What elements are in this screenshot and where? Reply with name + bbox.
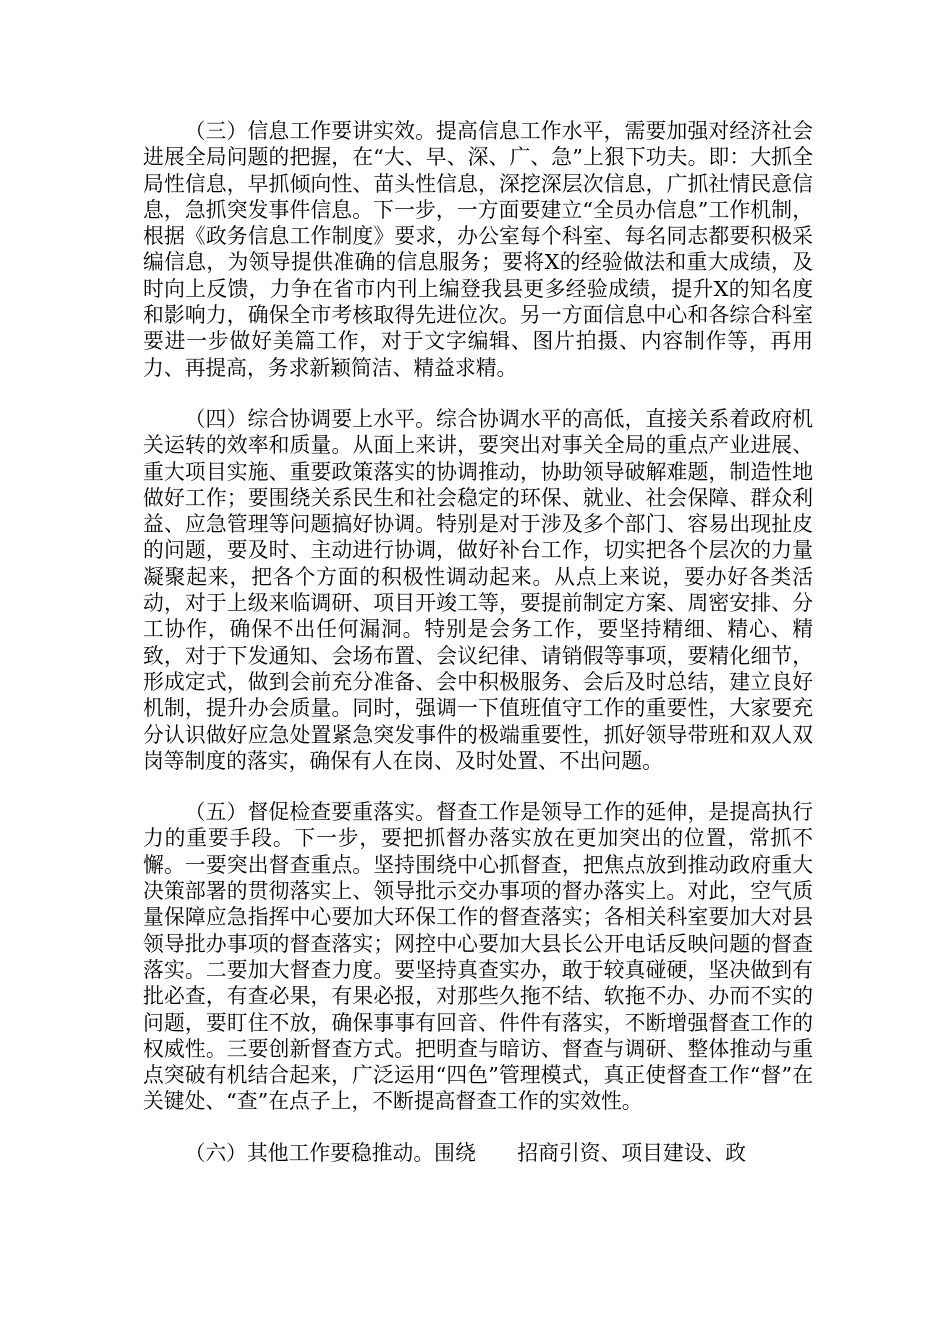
paragraph-other-work: （六）其他工作要稳推动。围绕 招商引资、项目建设、政 — [184, 1140, 747, 1165]
document-page — [143, 118, 813, 1191]
paragraph-coordination: （四）综合协调要上水平。综合协调水平的高低，直接关系着政府机关运转的效率和质量。从面上来讲，要突出对事关全局的重点产业进展、重大项目实施、重要政策落实的协调推动，协助领导破解难题，制造性地做好工作；要围绕关系民生和社会稳定的环保、就业、社会保障、群众利益、应急管理等问题搞好协调。特别是对于涉及多个部门、容易出现扯皮的问题，要及时、主动进行协调，做好补台工作，切实把各个层次的力量凝聚起来，把各个方面的积极性调动起来。从点上来说，要办好各类活动，对于上级来临调研、项目开竣工等，要提前制定方案、周密安排、分工协作，确保不出任何漏洞。特别是会务工作，要坚持精细、精心、精致，对于下发通知、会场布置、会议纪律、请销假等事项，要精化细节，形成定式，做到会前充分准备、会中积极服务、会后及时总结，建立良好机制，提升办会质量。同时，强调一下值班值守工作的重要性，大家要充分认识做好应急处置紧急突发事件的极端重要性，抓好领导带班和双人双岗等制度的落实，确保有人在岗、及时处置、不出问题。 — [143, 406, 813, 773]
paragraph-info-work: （三）信息工作要讲实效。提高信息工作水平，需要加强对经济社会进展全局问题的把握，在“大、早、深、广、急”上狠下功夫。即：大抓全局性信息，早抓倾向性、苗头性信息，深挖深层次信息，广抓社情民意信息，急抓突发事件信息。下一步，一方面要建立“全员办信息”工作机制，根据《政务信息工作制度》要求，办公室每个科室、每名同志都要积极采编信息，为领导提供准确的信息服务；要将X的经验做法和重大成绩，及时向上反馈，力争在省市内刊上编登我县更多经验成绩，提升X的知名度和影响力，确保全市考核取得先进位次。另一方面信息中心和各综合科室要进一步做好美篇工作，对于文字编辑、图片拍摄、内容制作等，再用力、再提高，务求新颖简洁、精益求精。 — [143, 119, 813, 380]
paragraph-supervision: （五）督促检查要重落实。督查工作是领导工作的延伸，是提高执行力的重要手段。下一步，要把抓督办落实放在更加突出的位置，常抓不懈。一要突出督查重点。坚持围绕中心抓督查，把焦点放到推动政府重大决策部署的贯彻落实上、领导批示交办事项的督办落实上。对此，空气质量保障应急指挥中心要加大环保工作的督查落实；各相关科室要加大对县领导批办事项的督查落实；网控中心要加大县长公开电话反映问题的督查落实。二要加大督查力度。要坚持真查实办，敢于较真碰硬，坚决做到有批必查，有查必果，有果必报，对那些久拖不结、软拖不办、办而不实的问题，要盯住不放，确保事事有回音、件件有落实，不断增强督查工作的权威性。三要创新督查方式。把明查与暗访、督查与调研、整体推动与重点突破有机结合起来，广泛运用“四色”管理模式，真正使督查工作“督”在关键处、“查”在点子上，不断提高督查工作的实效性。 — [143, 800, 813, 1114]
